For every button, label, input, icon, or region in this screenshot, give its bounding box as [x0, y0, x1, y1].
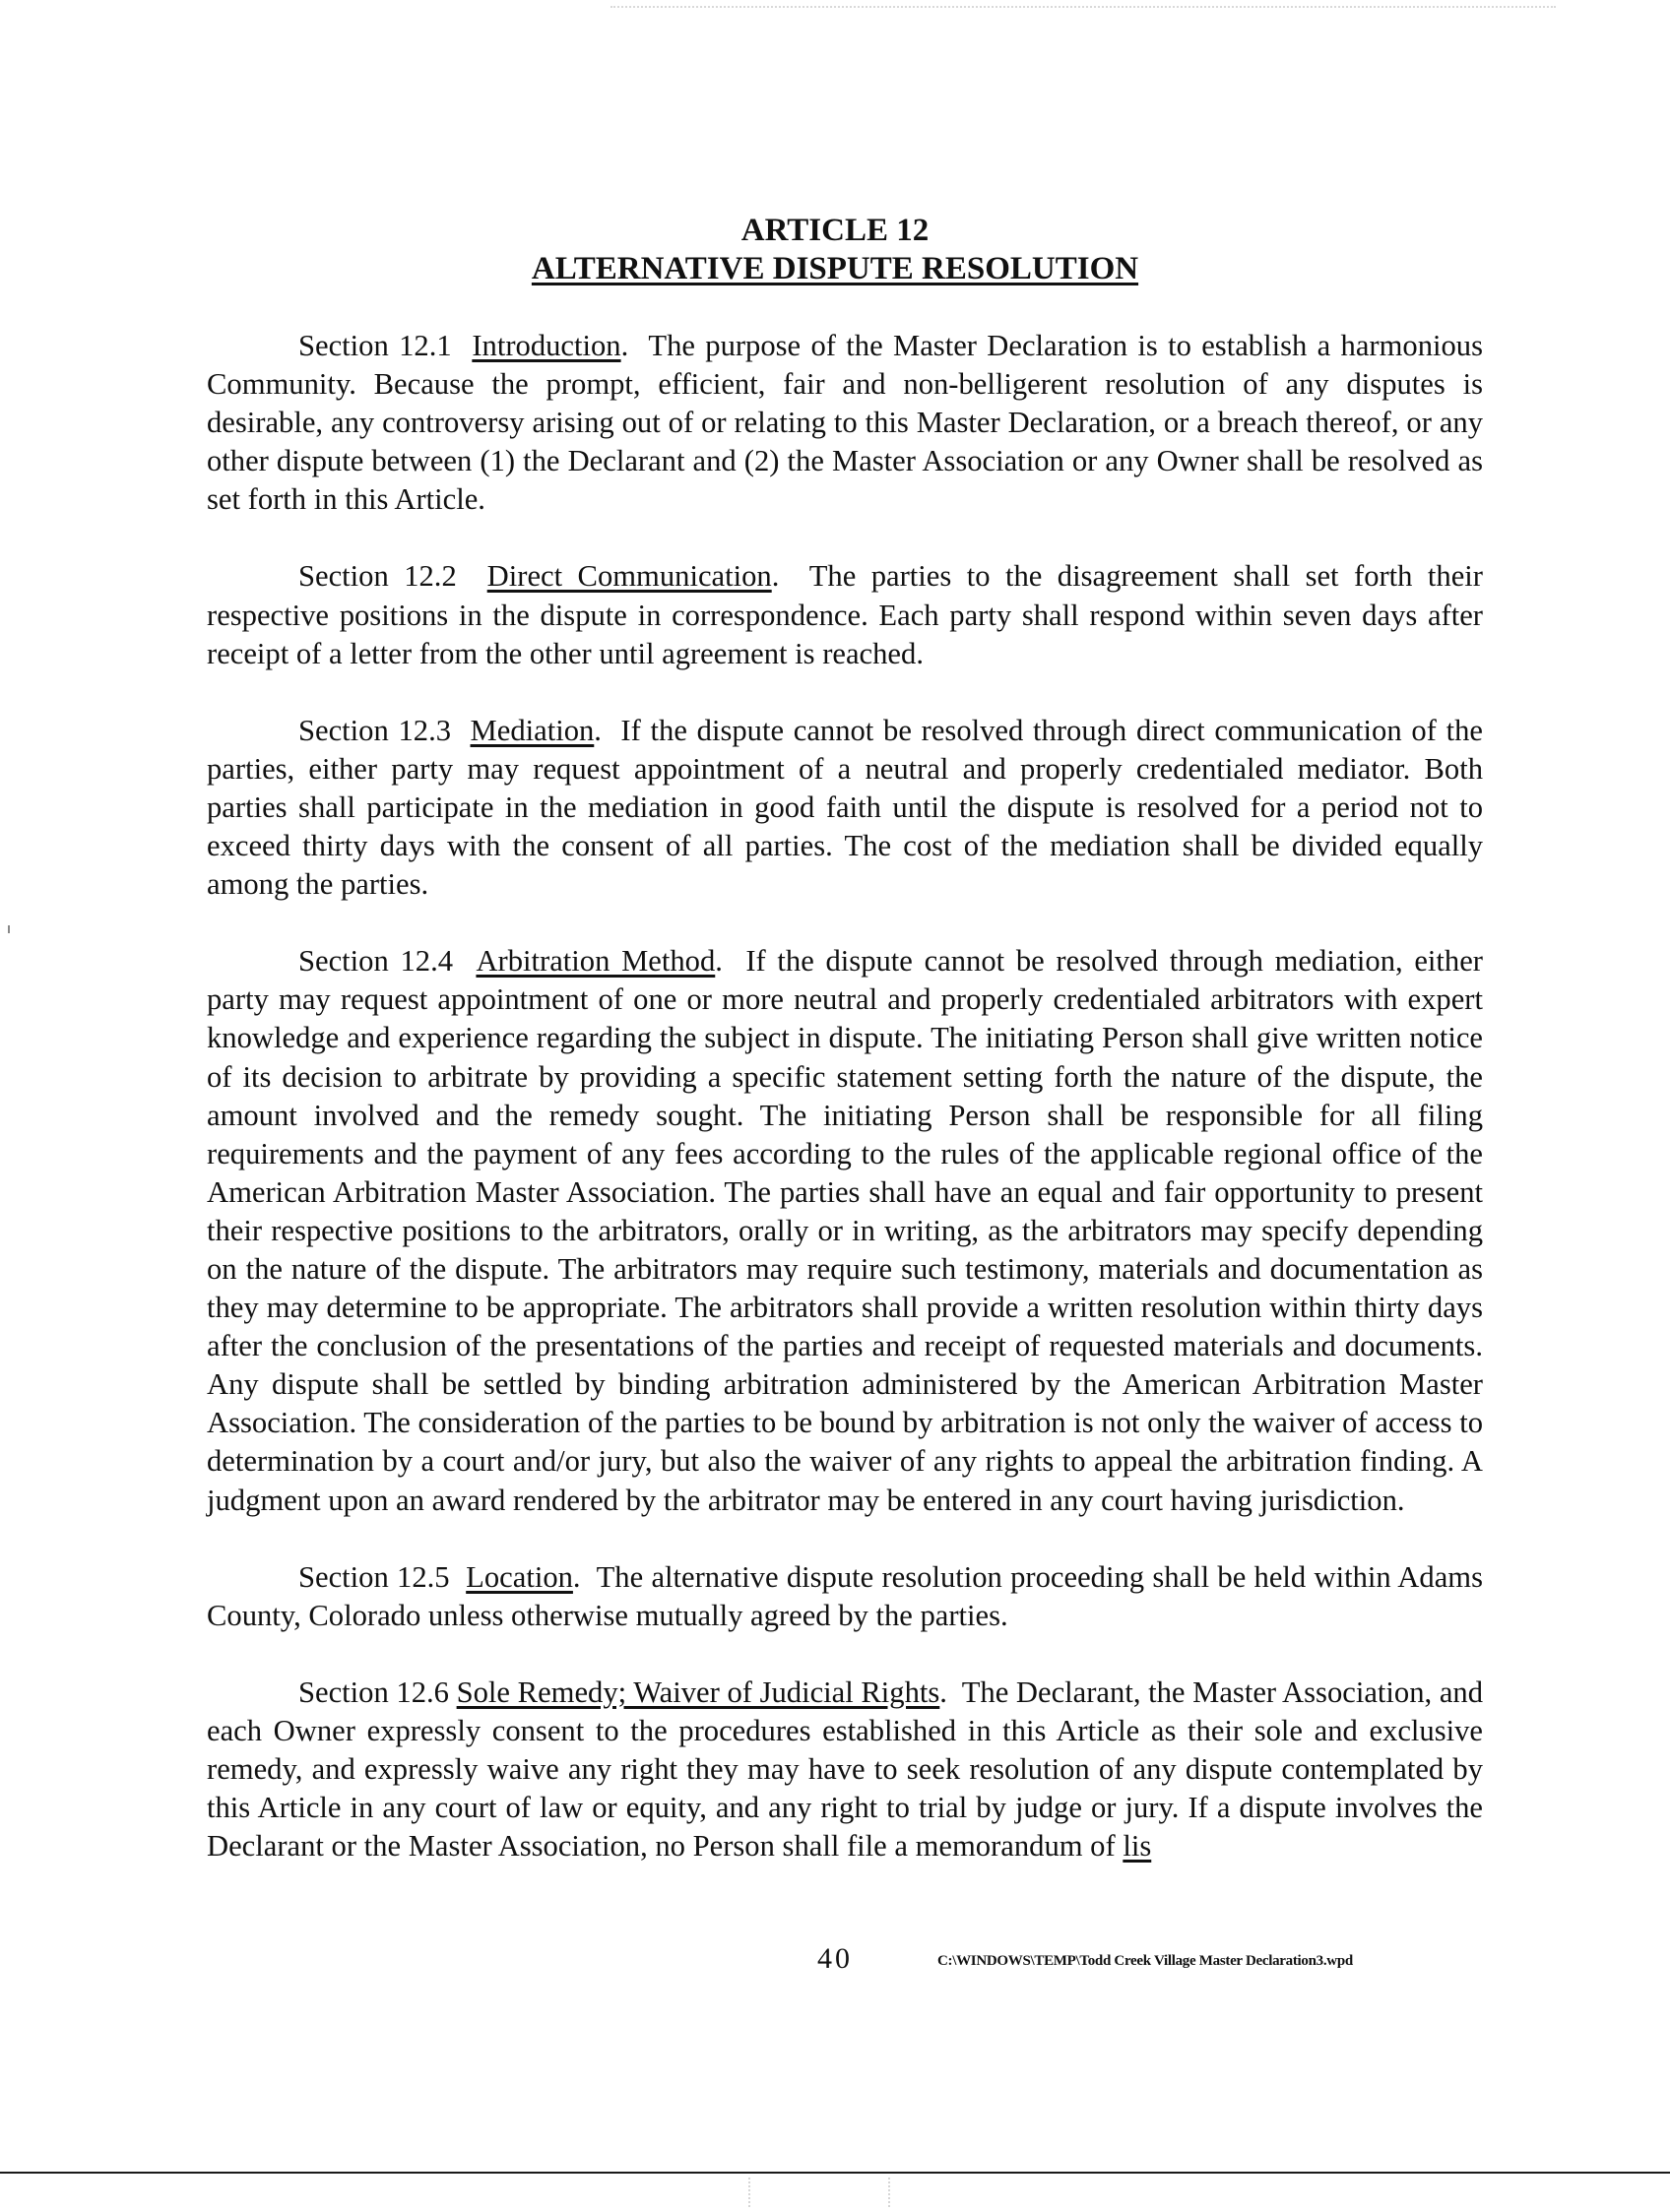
section-number: Section 12.4: [298, 944, 454, 979]
section-12-2: Section 12.2 Direct Communication. The parties to the disagreement shall set forth their respective positions in the dispute in correspondence. Each party shall respond within seven days after receipt of a letter from the other until agreement is reached.: [207, 559, 1483, 670]
article-title: ALTERNATIVE DISPUTE RESOLUTION: [531, 251, 1139, 286]
page-bottom-rule: [0, 2172, 1670, 2174]
document-body: [207, 327, 1483, 1904]
section-number: Section 12.6: [298, 1675, 449, 1709]
file-path-footer: C:\WINDOWS\TEMP\Todd Creek Village Master Declaration3.wpd: [937, 1953, 1353, 1969]
section-number: Section 12.3: [298, 713, 452, 747]
section-12-6: Section 12.6 Sole Remedy; Waiver of Judicial Rights. The Declarant, the Master Association, and each Owner expressly consent to the procedures established in this Article as their sole and exclusive remedy, and expressly waive any right they may have to seek resolution of any dispute contemplated by this Article in any court of law or equity, and any right to trial by judge or jury. If a dispute involves the Declarant or the Master Association, no Person shall file a memorandum of lis: [207, 1675, 1483, 1864]
page-number: 40: [817, 1942, 853, 1975]
section-number: Section 12.1: [298, 329, 452, 362]
section-caption: Introduction: [472, 329, 621, 362]
section-caption: Sole Remedy; Waiver of Judicial Rights: [456, 1675, 940, 1709]
section-12-3: Section 12.3 Mediation. If the dispute cannot be resolved through direct communication of the parties, either party may request appointment of a neutral and properly credentialed mediator. Both parties shall participate in the mediation in good faith until the dispute is resolved for a period not to exceed thirty days with the consent of all parties. The cost of the mediation shall be divided equally among the parties.: [207, 713, 1483, 902]
section-text: If the dispute cannot be resolved through mediation, either party may request appointment of one or more neutral and properly credentialed arbitrators with expert knowledge and experience regarding the subject in dispute. The initiating Person shall give written notice of its decision to arbitrate by providing a specific statement setting forth the nature of the dispute, the amount involved and the remedy sought. The initiating Person shall be responsible for all filing requirements and the payment of any fees according to the rules of the applicable regional office of the American Arbitration Master Association. The parties shall have an equal and fair opportunity to present their respective positions to the arbitrators, orally or in writing, as the arbitrators may specify depending on the nature of the dispute. The arbitrators may require such testimony, materials and documentation as they may determine to be appropriate. The arbitrators shall provide a written resolution within thirty days after the conclusion of the presentations of the parties and receipt of requested materials and documents. Any dispute shall be settled by binding arbitration administered by the American Arbitration Master Association. The consideration of the parties to be bound by arbitration is not only the waiver of access to determination by a court and/or jury, but also the waiver of any rights to appeal the arbitration finding. A judgment upon an award rendered by the arbitrator may be entered in any court having jurisdiction.: [207, 944, 1483, 1517]
section-caption: Direct Communication: [486, 559, 772, 594]
section-number: Section 12.2: [298, 559, 457, 594]
section-12-1: Section 12.1 Introduction. The purpose of the Master Declaration is to establish a harmonious Community. Because the prompt, efficient, fair and non-belligerent resolution of any disputes is desirable, any controversy arising out of or relating to this Master Declaration, or a breach thereof, or any other dispute between (1) the Declarant and (2) the Master Association or any Owner shall be resolved as set forth in this Article.: [207, 329, 1483, 517]
section-text: The parties to the disagreement shall set forth their respective positions in the dispute in correspondence. Each party shall respond within seven days after receipt of a letter from the other until agreement is reached.: [207, 559, 1483, 670]
scan-artifact-top: [610, 6, 1556, 12]
section-trailing-text: lis: [1123, 1829, 1152, 1864]
section-caption: Mediation: [470, 713, 595, 747]
scan-artifact-margin: [8, 925, 10, 933]
section-12-5: Section 12.5 Location. The alternative dispute resolution proceeding shall be held within Adams County, Colorado unless otherwise mutually agreed by the parties.: [207, 1559, 1483, 1632]
section-text: The alternative dispute resolution proceeding shall be held within Adams County, Colorado unless otherwise mutually agreed by the parties.: [207, 1559, 1483, 1632]
section-text: If the dispute cannot be resolved through direct communication of the parties, either party may request appointment of a neutral and properly credentialed mediator. Both parties shall participate in the mediation in good faith until the dispute is resolved for a period not to exceed thirty days with the consent of all parties. The cost of the mediation shall be divided equally among the parties.: [207, 713, 1483, 902]
section-text: The Declarant, the Master Association, and each Owner expressly consent to the procedures established in this Article as their sole and exclusive remedy, and expressly waive any right they may have to seek resolution of any dispute contemplated by this Article in any court of law or equity, and any right to trial by judge or jury. If a dispute involves the Declarant or the Master Association, no Person shall file a memorandum of: [207, 1675, 1483, 1864]
section-text: The purpose of the Master Declaration is to establish a harmonious Community. Because the prompt, efficient, fair and non-belligerent resolution of any disputes is desirable, any controversy arising out of or relating to this Master Declaration, or a breach thereof, or any other dispute between (1) the Declarant and (2) the Master Association or any Owner shall be resolved as set forth in this Article.: [207, 329, 1483, 517]
section-caption: Location: [466, 1559, 573, 1594]
article-number: ARTICLE 12: [740, 213, 930, 248]
section-caption: Arbitration Method: [476, 944, 716, 979]
scan-artifact-bottom: [748, 2178, 890, 2207]
section-12-4: Section 12.4 Arbitration Method. If the dispute cannot be resolved through mediation, either party may request appointment of one or more neutral and properly credentialed arbitrators with expert knowledge and experience regarding the subject in dispute. The initiating Person shall give written notice of its decision to arbitrate by providing a specific statement setting forth the nature of the dispute, the amount involved and the remedy sought. The initiating Person shall be responsible for all filing requirements and the payment of any fees according to the rules of the applicable regional office of the American Arbitration Master Association. The parties shall have an equal and fair opportunity to present their respective positions to the arbitrators, orally or in writing, as the arbitrators may specify depending on the nature of the dispute. The arbitrators may require such testimony, materials and documentation as they may determine to be appropriate. The arbitrators shall provide a written resolution within thirty days after the conclusion of the presentations of the parties and receipt of requested materials and documents. Any dispute shall be settled by binding arbitration administered by the American Arbitration Master Association. The consideration of the parties to be bound by arbitration is not only the waiver of access to determination by a court and/or jury, but also the waiver of any rights to appeal the arbitration finding. A judgment upon an award rendered by the arbitrator may be entered in any court having jurisdiction.: [207, 944, 1483, 1517]
section-number: Section 12.5: [298, 1559, 450, 1594]
